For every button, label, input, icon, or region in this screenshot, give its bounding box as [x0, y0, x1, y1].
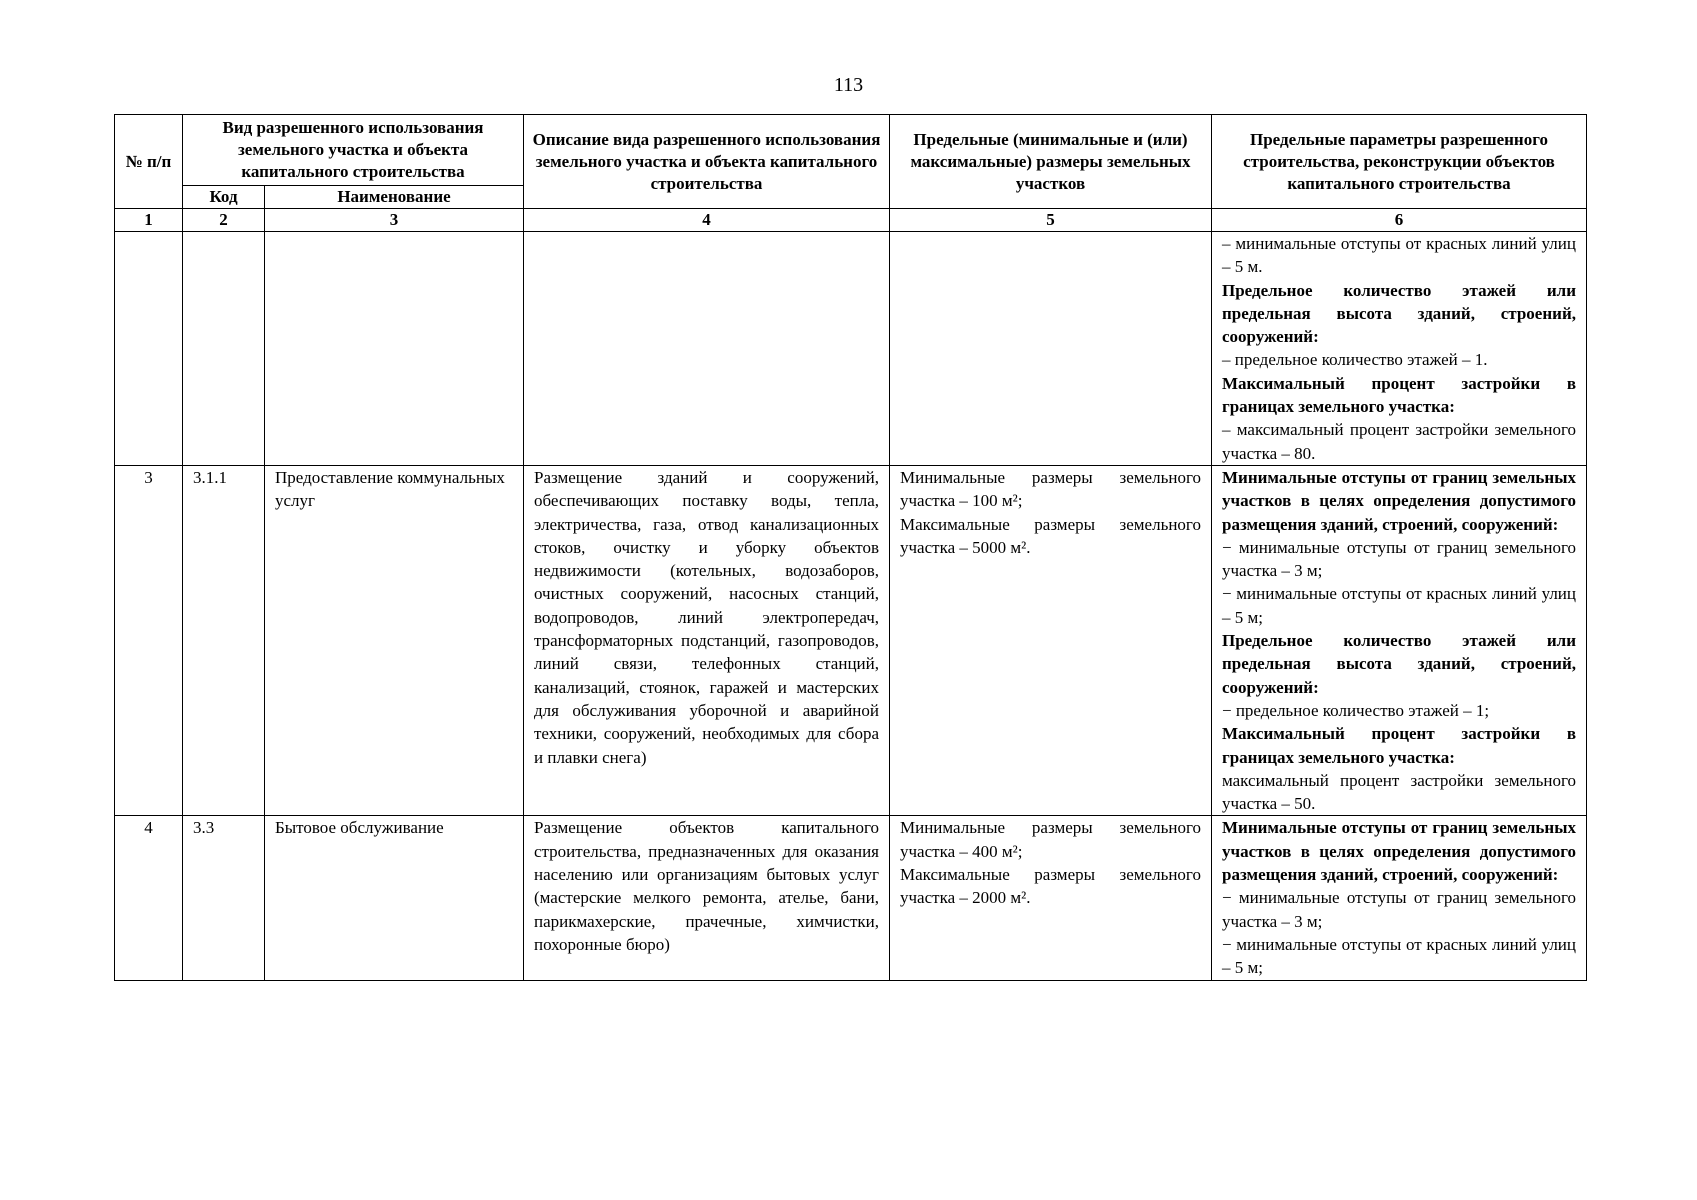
row-name: [265, 232, 524, 466]
param-line: максимальный процент застройки земельного участка – 50.: [1222, 770, 1576, 814]
row-sizes: [890, 465, 1212, 815]
row-sizes: [890, 816, 1212, 980]
size-max: Максимальные размеры земельного участка – 2000 м².: [900, 865, 1201, 908]
param-line: − минимальные отступы от красных линий улиц – 5 м;: [1222, 584, 1576, 627]
column-number: 4: [524, 209, 890, 232]
param-heading: Предельное количество этажей или предельная высота зданий, строений, сооружений:: [1222, 631, 1576, 697]
row-params: [1212, 816, 1587, 980]
row-name: Предоставление коммунальных услуг: [265, 465, 524, 815]
row-number: [115, 232, 183, 466]
param-line: − минимальные отступы от границ земельного участка – 3 м;: [1222, 888, 1576, 931]
param-line: – минимальные отступы от красных линий улиц – 5 м.: [1222, 234, 1576, 277]
land-use-table: [114, 114, 1587, 981]
row-code: [183, 232, 265, 466]
size-min: Минимальные размеры земельного участка – 400 м²;: [900, 818, 1201, 861]
param-line: − предельное количество этажей – 1;: [1222, 700, 1490, 720]
header-name: Наименование: [265, 186, 524, 209]
header-group: Вид разрешенного использования земельного участка и объекта капитального строительства: [183, 115, 524, 186]
size-min: Минимальные размеры земельного участка – 100 м²;: [900, 467, 1201, 511]
table-row: [115, 232, 1587, 466]
param-line: – максимальный процент застройки земельного участка – 80.: [1222, 420, 1576, 463]
row-params: [1212, 465, 1587, 815]
column-number: 3: [265, 209, 524, 232]
header-num: № п/п: [115, 115, 183, 209]
param-line: − минимальные отступы от границ земельного участка – 3 м;: [1222, 537, 1576, 581]
row-number: 4: [115, 816, 183, 980]
param-line: − минимальные отступы от красных линий улиц – 5 м;: [1222, 934, 1576, 978]
param-heading: Минимальные отступы от границ земельных участков в целях определения допустимого размещения зданий, строений, сооружений:: [1222, 467, 1576, 534]
table-row: [115, 816, 1587, 980]
page-number: 113: [833, 74, 864, 96]
row-sizes: [890, 232, 1212, 466]
header-desc: Описание вида разрешенного использования земельного участка и объекта капитального строительства: [524, 115, 890, 209]
table-row: [115, 465, 1587, 815]
param-heading: Предельное количество этажей или предельная высота зданий, строений, сооружений:: [1222, 280, 1576, 347]
row-name: Бытовое обслуживание: [265, 816, 524, 980]
header-code: Код: [183, 186, 265, 209]
param-heading: Минимальные отступы от границ земельных участков в целях определения допустимого размещения зданий, строений, сооружений:: [1222, 818, 1576, 885]
row-code: 3.1.1: [183, 465, 265, 815]
column-number: 5: [890, 209, 1212, 232]
param-line: – предельное количество этажей – 1.: [1222, 350, 1488, 370]
param-heading: Максимальный процент застройки в границах земельного участка:: [1222, 724, 1576, 767]
row-description: Размещение объектов капитального строительства, предназначенных для оказания населению или организациям бытовых услуг (мастерские мелкого ремонта, ателье, бани, парикмахерские, прачечные, химчистки, похоронные бюро): [524, 816, 890, 980]
row-params: [1212, 232, 1587, 466]
column-number: 1: [115, 209, 183, 232]
column-number: 2: [183, 209, 265, 232]
param-heading: Максимальный процент застройки в границах земельного участка:: [1222, 373, 1576, 417]
header-sizes: Предельные (минимальные и (или) максимальные) размеры земельных участков: [890, 115, 1212, 209]
row-code: 3.3: [183, 816, 265, 980]
row-number: 3: [115, 465, 183, 815]
row-description: [524, 232, 890, 466]
header-params: Предельные параметры разрешенного строительства, реконструкции объектов капитального строительства: [1212, 115, 1587, 209]
row-description: Размещение зданий и сооружений, обеспечивающих поставку воды, тепла, электричества, газа, отвод канализационных стоков, очистку и уборку объектов недвижимости (котельных, водозаборов, очистных сооружений, насосных станций, водопроводов, линий электропередач, трансформаторных подстанций, газопроводов, линий связи, телефонных станций, канализаций, стоянок, гаражей и мастерских для обслуживания уборочной и аварийной техники, сооружений, необходимых для сбора и плавки снега): [524, 465, 890, 815]
column-number: 6: [1212, 209, 1587, 232]
size-max: Максимальные размеры земельного участка – 5000 м².: [900, 514, 1201, 557]
